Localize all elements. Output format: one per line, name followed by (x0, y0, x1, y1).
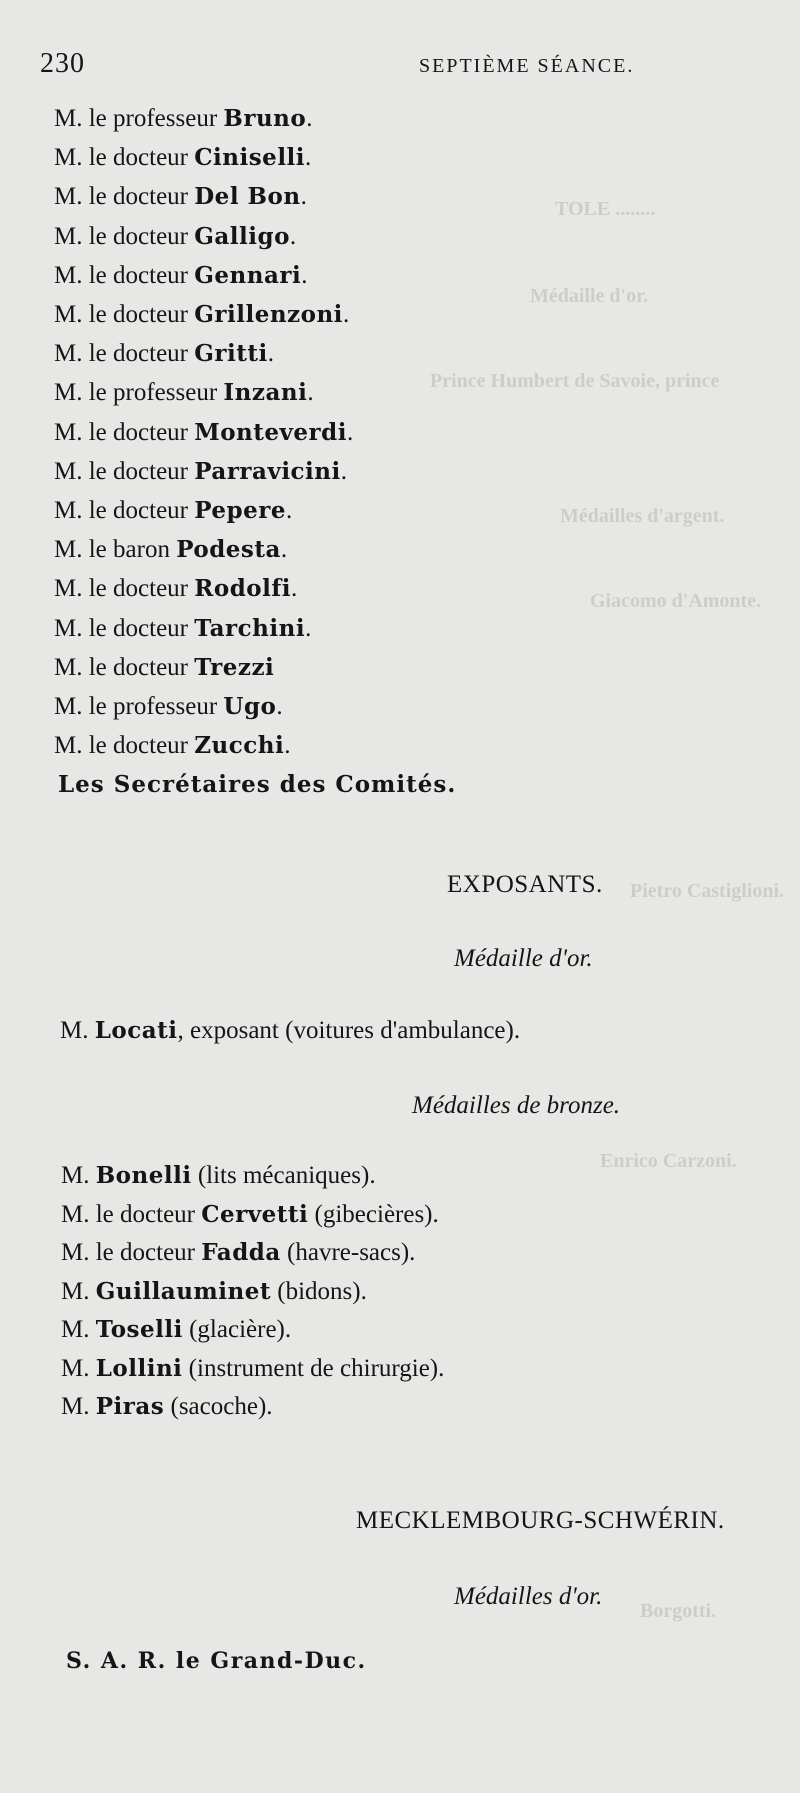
member-line (54, 615, 311, 643)
entry-prefix: M. (61, 1277, 90, 1305)
member-suffix: . (280, 536, 288, 564)
bleed-through-text: Prince Humbert de Savoie, prince (430, 370, 720, 392)
bronze-entry (61, 1239, 415, 1267)
member-prefix: M. le docteur (54, 261, 188, 289)
member-name: Gennari (194, 261, 302, 289)
bronze-entry (61, 1278, 367, 1306)
member-prefix: M. le docteur (54, 497, 188, 524)
member-name: Inzani (223, 379, 308, 407)
entry-name: Cervetti (201, 1200, 309, 1228)
member-suffix: . (267, 340, 274, 368)
bronze-entry (61, 1201, 439, 1229)
medal-label-mecklembourg: Médailles d'or. (454, 1583, 603, 1610)
member-name: Rodolfi (194, 575, 291, 603)
page-number: 230 (40, 48, 85, 79)
bleed-through-text: TOLE ........ (555, 198, 656, 220)
entry-prefix: M. (60, 1017, 89, 1044)
member-name: Podesta (176, 536, 281, 564)
bronze-entry (61, 1393, 273, 1421)
member-prefix: M. le professeur (54, 379, 218, 407)
member-suffix: . (340, 457, 348, 485)
member-name: Del Bon (194, 183, 301, 211)
member-name: Ciniselli (194, 144, 306, 172)
grand-duc-entry: S. A. R. le Grand-Duc. (66, 1648, 367, 1674)
member-suffix: . (342, 301, 350, 328)
member-name: Grillenzoni (194, 301, 343, 328)
entry-prefix: M. (61, 1316, 90, 1343)
entry-name: Locati (94, 1017, 178, 1044)
member-line (54, 458, 347, 486)
member-prefix: M. le docteur (54, 340, 188, 368)
entry-prefix: M. le docteur (61, 1200, 195, 1228)
member-line (54, 105, 313, 133)
entry-detail: (gibecières). (308, 1200, 439, 1228)
exposant-gold-entry (60, 1017, 520, 1045)
running-title: SEPTIÈME SÉANCE. (419, 55, 635, 77)
medal-label-bronze: Médailles de bronze. (412, 1092, 621, 1119)
member-suffix: . (276, 693, 283, 720)
entry-detail: (instrument de chirurgie). (182, 1354, 445, 1382)
entry-detail: , exposant (voitures d'ambulance). (177, 1017, 521, 1044)
entry-prefix: M. (61, 1393, 90, 1420)
bleed-through-text: Borgotti. (640, 1600, 717, 1622)
entry-name: Lollini (95, 1354, 183, 1382)
bleed-through-text: Giacomo d'Amonte. (590, 590, 762, 612)
member-suffix: . (305, 614, 312, 642)
bleed-through-text: Médaille d'or. (530, 285, 649, 307)
entry-detail: (havre-sacs). (280, 1239, 416, 1266)
member-line (54, 301, 349, 329)
member-line (54, 693, 283, 721)
member-suffix: . (306, 105, 313, 132)
member-suffix: . (307, 379, 314, 407)
member-name: Parravicini (194, 457, 341, 485)
member-prefix: M. le docteur (54, 144, 188, 172)
bronze-entry (61, 1355, 444, 1383)
member-name: Pepere (194, 497, 287, 524)
section-title-mecklembourg: MECKLEMBOURG-SCHWÉRIN. (356, 1507, 725, 1534)
member-name: Zucchi (194, 732, 285, 760)
entry-prefix: M. (61, 1354, 90, 1382)
member-prefix: M. le docteur (54, 457, 188, 485)
member-prefix: M. le docteur (54, 222, 188, 250)
entry-detail: (glacière). (182, 1316, 292, 1343)
member-name: Bruno (223, 105, 307, 132)
member-prefix: M. le docteur (54, 418, 188, 446)
secretaires-line: Les Secrétaires des Comités. (58, 771, 457, 798)
bleed-through-text: Médailles d'argent. (560, 505, 725, 527)
member-name: Monteverdi (194, 418, 347, 446)
member-suffix: . (284, 732, 291, 760)
entry-detail: (sacoche). (164, 1393, 273, 1420)
member-name: Galligo (194, 222, 290, 250)
member-suffix: . (346, 418, 354, 446)
entry-detail: (bidons). (271, 1277, 367, 1305)
member-prefix: M. le docteur (54, 183, 188, 211)
member-line (54, 497, 292, 525)
member-line (54, 732, 290, 760)
entry-name: Fadda (201, 1239, 281, 1266)
entry-name: Bonelli (95, 1162, 192, 1189)
member-name: Ugo (223, 693, 277, 720)
member-line (54, 223, 296, 251)
member-line (54, 654, 274, 682)
medal-label-gold: Médaille d'or. (454, 945, 593, 972)
member-suffix: . (301, 261, 308, 289)
member-prefix: M. le professeur (54, 105, 218, 132)
entry-prefix: M. (61, 1162, 90, 1189)
bleed-through-text: Enrico Carzoni. (600, 1150, 737, 1172)
member-suffix: . (305, 144, 312, 172)
member-suffix: . (300, 183, 307, 211)
member-suffix: . (289, 222, 297, 250)
entry-name: Toselli (95, 1316, 183, 1343)
entry-detail: (lits mécaniques). (191, 1162, 376, 1189)
member-prefix: M. le docteur (54, 732, 188, 760)
member-line (54, 144, 311, 172)
member-line (54, 419, 353, 447)
entry-name: Guillauminet (95, 1277, 271, 1305)
entry-prefix: M. le docteur (61, 1239, 195, 1266)
member-line (54, 183, 307, 211)
member-suffix: . (286, 497, 293, 524)
member-prefix: M. le docteur (54, 614, 188, 642)
member-prefix: M. le docteur (54, 653, 188, 681)
bronze-entry (61, 1316, 291, 1344)
member-name: Tarchini (194, 614, 306, 642)
member-line (54, 575, 297, 603)
member-prefix: M. le docteur (54, 575, 188, 603)
bleed-through-text: Pietro Castiglioni. (630, 880, 785, 902)
member-line (54, 262, 307, 290)
entry-name: Piras (95, 1393, 165, 1420)
member-suffix: . (290, 575, 298, 603)
member-prefix: M. le professeur (54, 693, 218, 720)
member-prefix: M. le docteur (54, 301, 188, 328)
member-line (54, 379, 314, 407)
member-line (54, 340, 274, 368)
member-name: Gritti (194, 340, 268, 368)
section-title-exposants: EXPOSANTS. (447, 871, 603, 898)
member-prefix: M. le baron (54, 536, 170, 564)
member-name: Trezzi (194, 653, 275, 681)
bronze-entry (61, 1162, 376, 1190)
member-line (54, 536, 287, 564)
